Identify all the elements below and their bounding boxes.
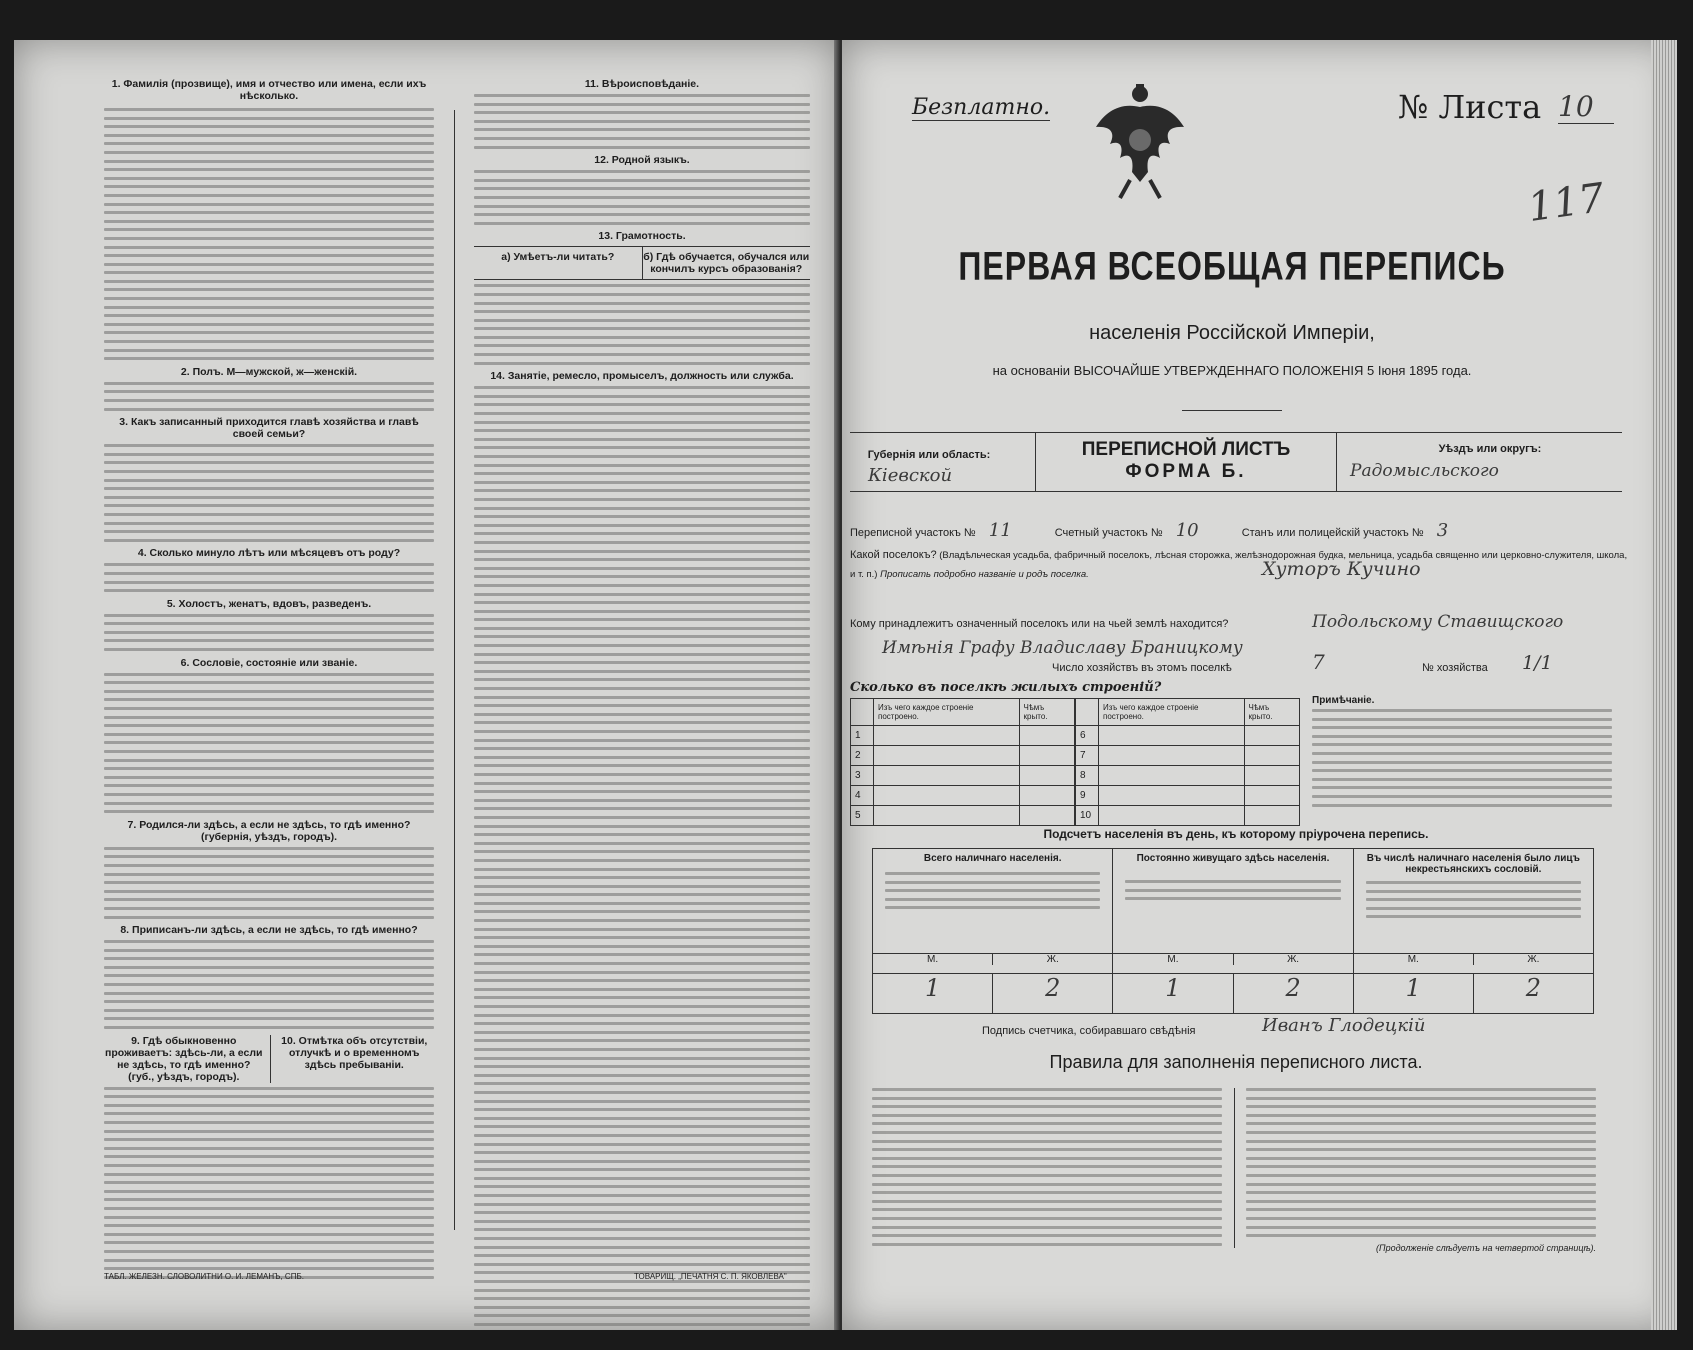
text-block xyxy=(104,108,434,360)
male-count: 1 xyxy=(1354,974,1474,1013)
building-row-num: 4 xyxy=(851,786,874,806)
sheet-number-label: № Листа xyxy=(1398,88,1542,126)
continued-note: (Продолженіе слѣдуетъ на четвертой страницѣ). xyxy=(1376,1242,1596,1253)
owner-value-1: Подольскому Ставищского xyxy=(1312,612,1564,632)
census-title: ПЕРВАЯ ВСЕОБЩАЯ ПЕРЕПИСЬ xyxy=(958,243,1506,289)
m-label: М. xyxy=(1354,954,1474,965)
female-count: 2 xyxy=(1285,974,1301,1002)
archive-number: 117 xyxy=(1525,174,1608,232)
signature-value: Иванъ Глодецкій xyxy=(1262,1015,1426,1036)
province-value: Кіевской xyxy=(868,465,953,486)
section-heading-1: 1. Фамилія (прозвище), имя и отчество или имена, если ихъ нѣсколько. xyxy=(111,78,427,102)
population-title: Подсчетъ населенія въ день, къ которому пріурочена перепись. xyxy=(1043,827,1429,841)
population-column-head: Постоянно живущаго здѣсь населенія. xyxy=(1136,853,1330,864)
district-value: Радомысльского xyxy=(1350,461,1499,481)
printer-credit-left: ТАБЛ. ЖЕЛЕЗН. СЛОВОЛИТНИ О. И. ЛЕМАНЪ, СПБ. xyxy=(104,1272,304,1281)
printer-credit-right: ТОВАРИЩ. „ПЕЧАТНЯ С. П. ЯКОВЛЕВА" xyxy=(634,1272,787,1281)
population-column xyxy=(873,849,1113,1013)
station-label: Станъ или полицейскій участокъ № xyxy=(1241,527,1424,539)
male-count: 1 xyxy=(1113,974,1233,1013)
district-label: Уѣздъ или округъ: xyxy=(1438,443,1542,455)
buildings-label: Сколько въ поселкѣ жилыхъ строеній? xyxy=(850,680,1162,695)
note-block xyxy=(1312,695,1612,812)
population-table xyxy=(872,848,1594,1014)
section-heading-2: 2. Полъ. М—мужской, ж—женскій. xyxy=(180,365,358,378)
male-count: 1 xyxy=(873,974,993,1013)
building-row-num: 8 xyxy=(1076,766,1099,786)
building-row-num: 5 xyxy=(851,806,874,826)
settlement-hint: (Владѣльческая усадьба, фабричный поселокъ, лѣсная сторожка, желѣзнодорожная будка, мельница, усадьба священно или церковно-служителя, школа, и т. п.) xyxy=(850,550,1628,580)
building-row-num: 1 xyxy=(851,726,874,746)
signature-label: Подпись счетчика, собиравшаго свѣдѣнія xyxy=(982,1025,1196,1037)
m-label: М. xyxy=(1113,954,1233,965)
left-column-1 xyxy=(104,78,434,1284)
section-heading-13b: б) Гдѣ обучается, обучался или кончилъ курсъ образованія? xyxy=(642,247,811,279)
left-column-2 xyxy=(474,78,810,1330)
rules-divider xyxy=(1234,1088,1235,1248)
form-title: ПЕРЕПИСНОЙ ЛИСТЪ xyxy=(1081,439,1291,460)
census-area-label: Переписной участокъ № xyxy=(850,527,976,539)
buildings-col-material: Изъ чего каждое строеніе построено. xyxy=(874,699,1020,726)
building-row-num: 10 xyxy=(1076,806,1099,826)
section-heading-14: 14. Занятіе, ремесло, промыселъ, должность или служба. xyxy=(490,370,794,383)
owner-label: Кому принадлежитъ означенный поселокъ или на чьей землѣ находится? xyxy=(850,618,1229,630)
female-count: 2 xyxy=(1525,974,1542,1002)
zh-label: Ж. xyxy=(1046,954,1059,965)
counting-area-value: 10 xyxy=(1175,520,1199,541)
settlement-instruction: Прописать подробно названіе и родъ поселка. xyxy=(880,569,1089,580)
households-value: 7 xyxy=(1312,650,1325,674)
counting-area-label: Счетный участокъ № xyxy=(1054,527,1163,539)
section-heading-3: 3. Какъ записанный приходится главѣ хозяйства и главѣ своей семьи? xyxy=(119,416,419,441)
area-numbers-row xyxy=(850,520,1630,541)
census-subtitle: населенія Россійской Имперіи, xyxy=(1089,322,1375,344)
building-row-num: 3 xyxy=(851,766,874,786)
buildings-table xyxy=(850,698,1300,826)
section-heading-9: 9. Гдѣ обыкновенно проживаетъ: здѣсь-ли, а если не здѣсь, то гдѣ именно? (губ., уѣздъ, городъ). xyxy=(105,1034,263,1083)
settlement-value: Хуторъ Кучино xyxy=(1262,558,1421,580)
station-value: 3 xyxy=(1436,520,1449,541)
buildings-col-material: Изъ чего каждое строеніе построено. xyxy=(1099,699,1245,726)
note-title: Примѣчаніе. xyxy=(1312,695,1375,706)
zh-label: Ж. xyxy=(1527,954,1540,965)
column-divider xyxy=(454,110,455,1230)
population-column xyxy=(1354,849,1593,1013)
section-heading-13a: а) Умѣетъ-ли читать? xyxy=(501,251,615,264)
building-row-num: 9 xyxy=(1076,786,1099,806)
province-label: Губернія или область: xyxy=(867,449,991,461)
building-row-num: 6 xyxy=(1076,726,1099,746)
building-row-num: 2 xyxy=(851,746,874,766)
settlement-label: Какой поселокъ? xyxy=(850,549,937,561)
buildings-col-roof: Чѣмъ крыто. xyxy=(1019,699,1074,726)
population-column-head: Всего наличнаго населенія. xyxy=(923,853,1062,864)
buildings-col-roof: Чѣмъ крыто. xyxy=(1244,699,1299,726)
section-heading-10: 10. Отмѣтка объ отсутствіи, отлучкѣ и о временномъ здѣсь пребываніи. xyxy=(270,1035,435,1083)
page-stack-edge xyxy=(1651,40,1677,1330)
section-heading-8: 8. Приписанъ-ли здѣсь, а если не здѣсь, то гдѣ именно? xyxy=(120,924,418,937)
section-heading-4: 4. Сколько минуло лѣтъ или мѣсяцевъ отъ роду? xyxy=(137,547,401,560)
form-title-box xyxy=(1035,433,1337,491)
building-row-num: 7 xyxy=(1076,746,1099,766)
right-page xyxy=(842,40,1677,1330)
section-heading-13: 13. Грамотность. xyxy=(598,230,686,243)
female-count: 2 xyxy=(1045,974,1061,1002)
sheet-number-value: 10 xyxy=(1558,90,1614,124)
section-heading-12: 12. Родной языкъ. xyxy=(594,154,690,167)
rules-column-left xyxy=(872,1088,1222,1251)
rules-title: Правила для заполненія переписного листа. xyxy=(1049,1052,1423,1072)
section-heading-5: 5. Холостъ, женатъ, вдовъ, разведенъ. xyxy=(166,597,372,610)
section-heading-11: 11. Вѣроисповѣданіе. xyxy=(584,78,700,90)
population-column xyxy=(1113,849,1353,1013)
owner-value-2: Имѣнія Графу Владиславу Браницкому xyxy=(882,638,1243,658)
households-label: Число хозяйствъ въ этомъ поселкѣ xyxy=(1052,662,1232,674)
census-area-value: 11 xyxy=(988,520,1012,541)
form-subtitle: ФОРМА Б. xyxy=(1125,461,1247,482)
m-label: М. xyxy=(873,954,993,965)
section-heading-6: 6. Сословіе, состояніе или званіе. xyxy=(180,656,358,669)
household-number-label: № хозяйства xyxy=(1422,662,1488,674)
rules-column-right xyxy=(1246,1088,1596,1253)
divider xyxy=(1182,410,1282,411)
form-header-box xyxy=(850,432,1622,492)
population-column-head: Въ числѣ наличнаго населенія было лицъ некрестьянскихъ сословій. xyxy=(1366,853,1580,875)
section-heading-7: 7. Родился-ли здѣсь, а если не здѣсь, то гдѣ именно? (губернія, уѣздъ, городъ). xyxy=(127,818,411,843)
imperial-eagle-emblem xyxy=(1090,82,1190,202)
free-label: Безплатно. xyxy=(912,95,1051,120)
settlement-question xyxy=(850,546,1630,584)
household-number-value: 1/1 xyxy=(1522,652,1553,674)
left-page xyxy=(14,40,839,1330)
census-basis: на основаніи ВЫСОЧАЙШЕ УТВЕРЖДЕННАГО ПОЛОЖЕНІЯ 5 Іюня 1895 года. xyxy=(992,363,1472,378)
zh-label: Ж. xyxy=(1287,954,1300,965)
